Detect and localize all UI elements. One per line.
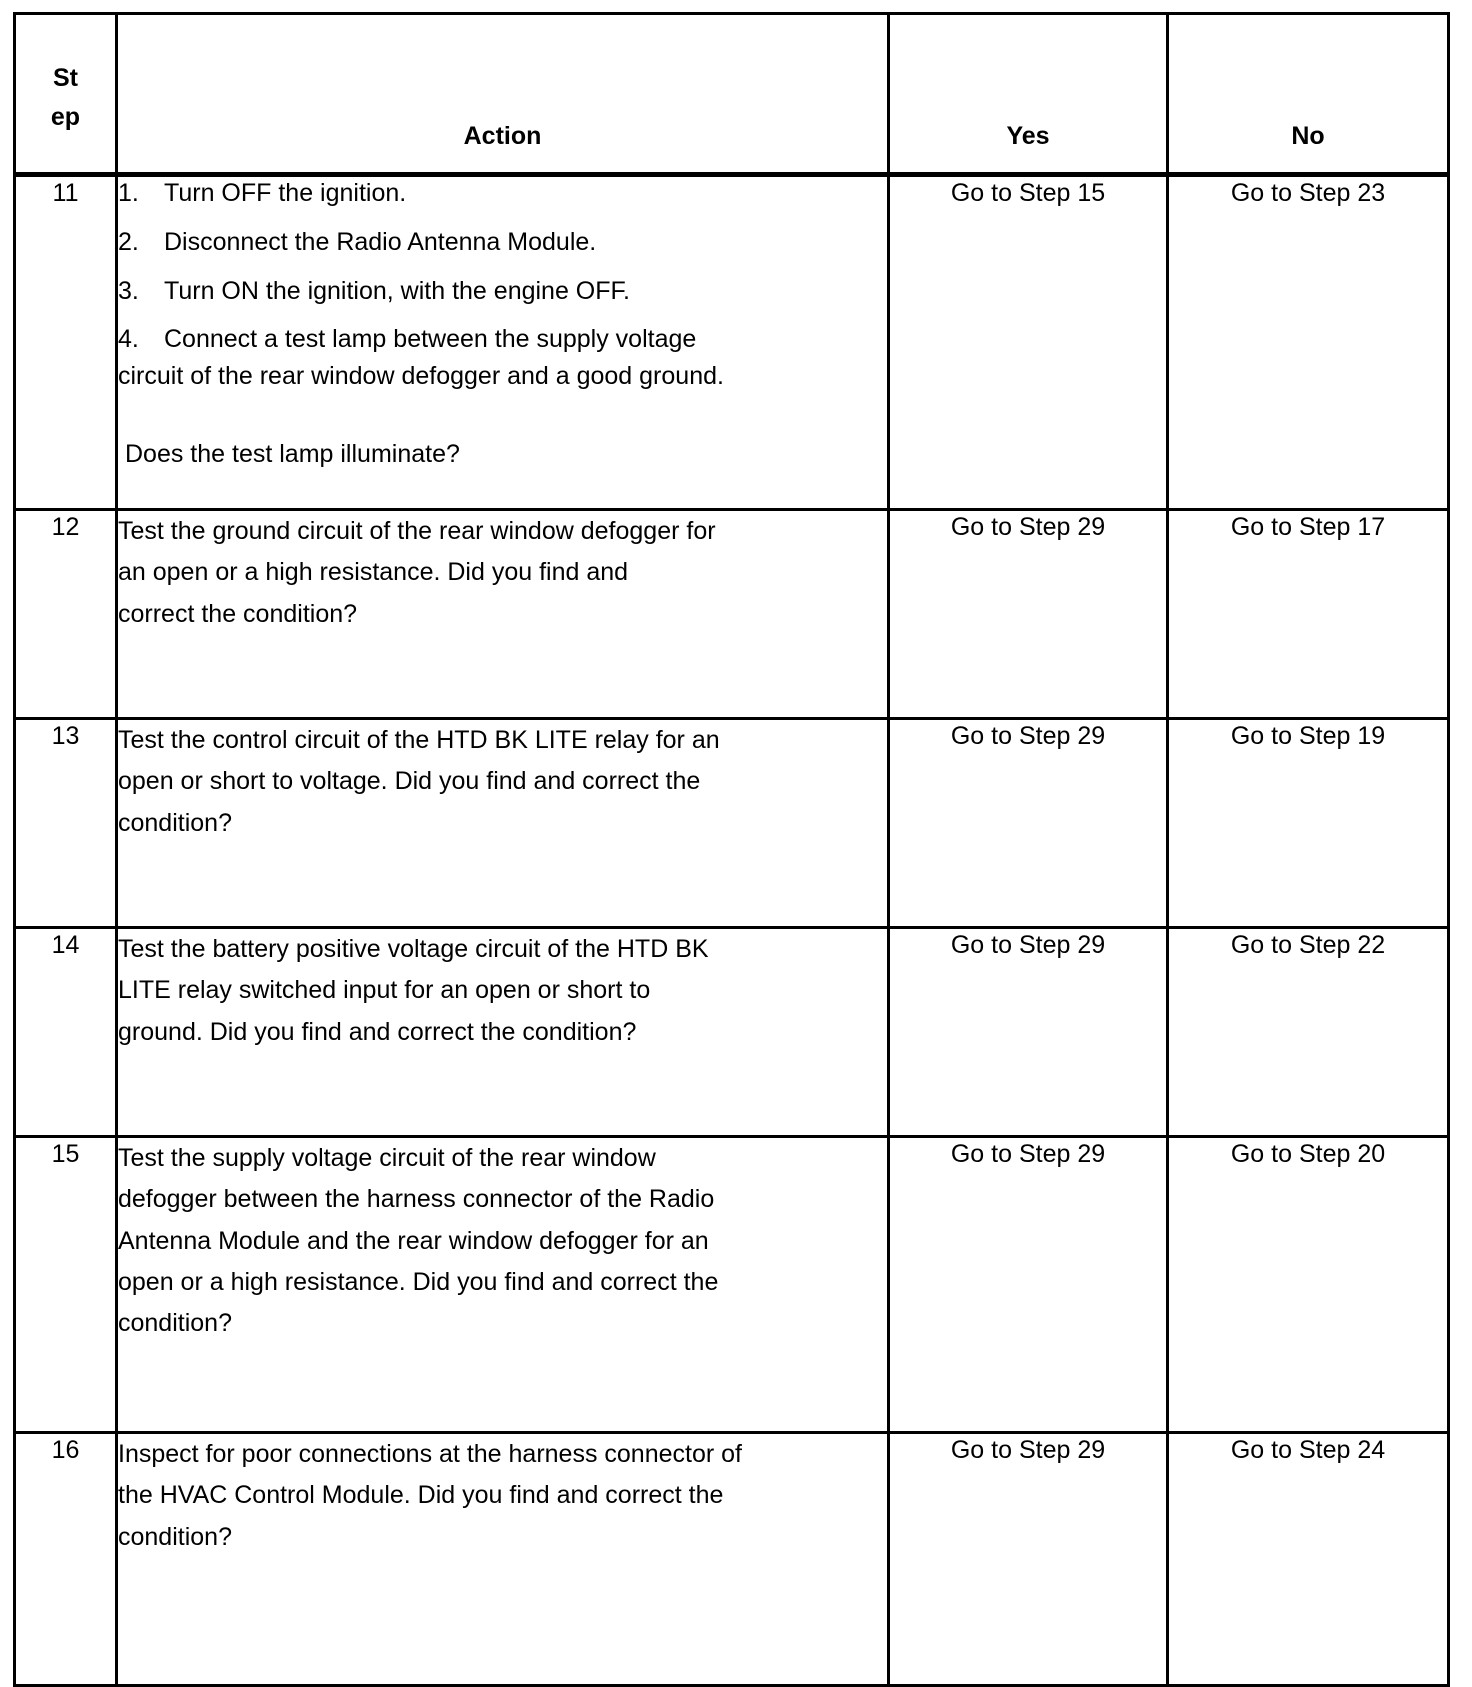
yes-result: Go to Step 29 [950, 1436, 1106, 1464]
action-text [118, 1434, 887, 1558]
yes-cell [889, 510, 1168, 719]
yes-result: Go to Step 15 [950, 179, 1106, 207]
action-line: condition? [118, 1522, 232, 1551]
header-step-line1: St [53, 63, 78, 92]
list-number: 3. [118, 276, 139, 305]
table-row [15, 1137, 1449, 1433]
action-cell [117, 175, 889, 510]
action-line: Antenna Module and the rear window defogger for an [118, 1226, 709, 1255]
no-result: Go to Step 17 [1230, 513, 1386, 541]
action-line: defogger between the harness connector of the Radio [118, 1185, 715, 1214]
step-number: 12 [15, 510, 117, 719]
list-number: 1. [118, 179, 139, 207]
action-cell [117, 1433, 889, 1686]
action-line: Test the battery positive voltage circuit of the HTD BK [118, 935, 709, 963]
diagnostic-table [13, 12, 1450, 1687]
no-cell [1168, 719, 1449, 928]
no-cell [1168, 175, 1449, 510]
list-text: Turn OFF the ignition. [164, 179, 407, 207]
yes-cell [889, 928, 1168, 1137]
list-item [118, 323, 887, 357]
table-header-row [15, 14, 1449, 175]
action-text [118, 720, 887, 844]
table-row [15, 928, 1449, 1137]
step-number: 16 [15, 1433, 117, 1686]
action-line: Test the ground circuit of the rear window defogger for [118, 517, 716, 545]
action-text [118, 929, 887, 1053]
step-number: 15 [15, 1137, 117, 1433]
list-continuation: circuit of the rear window defogger and a good ground. [118, 362, 724, 390]
header-no: No [1168, 14, 1449, 175]
yes-result: Go to Step 29 [950, 513, 1106, 541]
table-row [15, 1433, 1449, 1686]
header-step [15, 14, 117, 175]
action-cell [117, 719, 889, 928]
table-row [15, 175, 1449, 510]
list-item [118, 275, 887, 309]
step-number: 13 [15, 719, 117, 928]
header-step-line2: ep [50, 102, 81, 131]
action-line: open or short to voltage. Did you find and correct the [118, 767, 701, 796]
question-text: Does the test lamp illuminate? [125, 439, 460, 468]
yes-result: Go to Step 29 [950, 722, 1106, 750]
no-cell [1168, 1433, 1449, 1686]
list-number: 4. [118, 325, 139, 354]
action-text [118, 1138, 887, 1344]
yes-cell [889, 719, 1168, 928]
no-result: Go to Step 23 [1230, 179, 1386, 207]
action-line: condition? [118, 808, 232, 837]
action-line: Inspect for poor connections at the harness connector of [118, 1440, 742, 1468]
yes-result: Go to Step 29 [950, 1140, 1106, 1168]
yes-cell [889, 1433, 1168, 1686]
table-row [15, 510, 1449, 719]
yes-cell [889, 1137, 1168, 1433]
no-result: Go to Step 22 [1230, 931, 1386, 959]
action-line: correct the condition? [118, 599, 358, 628]
action-line: Test the control circuit of the HTD BK LITE relay for an [118, 726, 720, 754]
step-number: 11 [15, 175, 117, 510]
table-row [15, 719, 1449, 928]
step-number: 14 [15, 928, 117, 1137]
action-line: an open or a high resistance. Did you find and [118, 558, 629, 587]
list-text: Turn ON the ignition, with the engine OFF. [164, 276, 630, 305]
list-text: Disconnect the Radio Antenna Module. [164, 227, 597, 256]
no-cell [1168, 928, 1449, 1137]
no-result: Go to Step 20 [1230, 1140, 1386, 1168]
action-line: condition? [118, 1309, 232, 1337]
yes-cell [889, 175, 1168, 510]
action-cell [117, 928, 889, 1137]
action-cell [117, 1137, 889, 1433]
no-cell [1168, 510, 1449, 719]
action-line: open or a high resistance. Did you find and correct the [118, 1267, 719, 1296]
no-result: Go to Step 19 [1230, 722, 1386, 750]
list-item [118, 177, 887, 211]
yes-result: Go to Step 29 [950, 931, 1106, 959]
list-text: Connect a test lamp between the supply voltage [164, 325, 697, 354]
no-result: Go to Step 24 [1230, 1436, 1386, 1464]
action-text [118, 511, 887, 635]
list-item [118, 226, 887, 260]
no-cell [1168, 1137, 1449, 1433]
header-action: Action [117, 14, 889, 175]
action-line: the HVAC Control Module. Did you find and correct the [118, 1481, 724, 1510]
header-yes: Yes [889, 14, 1168, 175]
action-line: ground. Did you find and correct the condition? [118, 1017, 637, 1046]
action-line: LITE relay switched input for an open or short to [118, 976, 651, 1005]
action-line: Test the supply voltage circuit of the rear window [118, 1144, 656, 1172]
action-cell [117, 510, 889, 719]
list-number: 2. [118, 227, 139, 256]
